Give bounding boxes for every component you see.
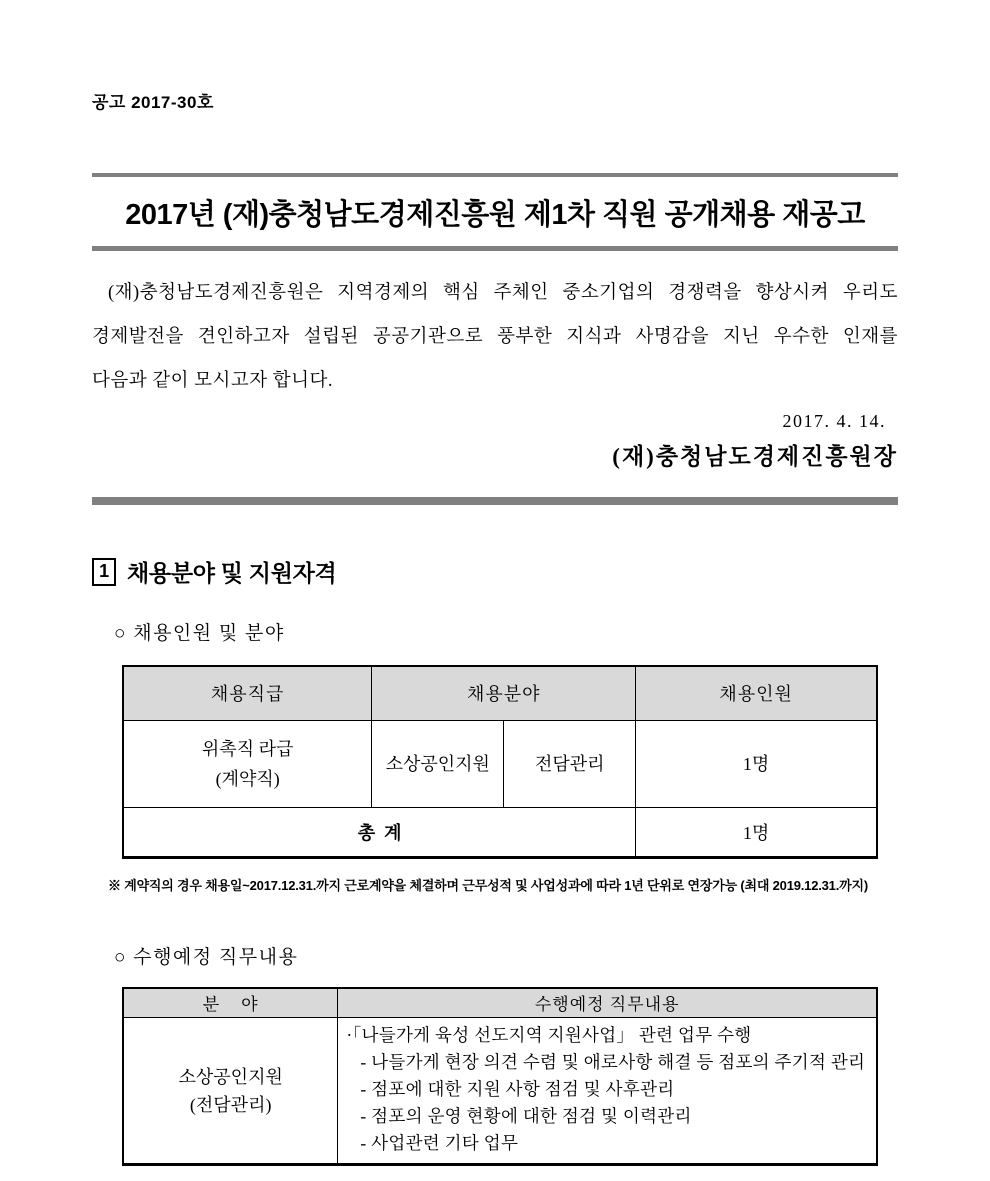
document-title: 2017년 (재)충청남도경제진흥원 제1차 직원 공개채용 재공고 [125, 199, 865, 231]
duty-line-sub: - 사업관련 기타 업무 [360, 1133, 519, 1153]
recruitment-table-total-row [123, 807, 877, 857]
title-rule-bottom [92, 246, 898, 251]
section1-heading [92, 555, 898, 588]
duty-line-sub: - 점포에 대한 지원 사항 점검 및 사후관리 [360, 1079, 675, 1099]
duty-field-line2: (전담관리) [189, 1094, 272, 1115]
duty-line-sub: - 나들가게 현장 의견 수렴 및 애로사항 해결 등 점포의 주기적 관리 [360, 1052, 866, 1072]
recruitment-table-header-row [123, 666, 877, 720]
intro-line-1: (재)충청남도경제진흥원은 지역경제의 핵심 주체인 중소기업의 경쟁력을 향상시켜 우리도 [108, 283, 898, 303]
cell-total-label: 총 계 [123, 807, 636, 857]
duties-table-row [123, 1018, 877, 1165]
header-duties: 수행예정 직무내용 [338, 988, 877, 1018]
signer-text: (재)충청남도경제진흥원장 [612, 444, 898, 469]
section-number-box: 1 [92, 558, 116, 586]
intro-line-2: 경제발전을 견인하고자 설립된 공공기관으로 풍부한 지식과 사명감을 지닌 우수한 인재를 [92, 327, 898, 347]
subsection-duties-label: ○ 수행예정 직무내용 [114, 946, 299, 968]
cell-duty-list [338, 1018, 877, 1165]
job-grade-line2: (계약직) [215, 768, 280, 789]
date-text: 2017. 4. 14. [782, 411, 886, 431]
duties-table [122, 987, 878, 1167]
duty-field-line1: 소상공인지원 [178, 1066, 283, 1087]
recruitment-table-row [123, 720, 877, 807]
duty-line-main: ·「나들가게 육성 선도지역 지원사업」 관련 업무 수행 [346, 1025, 752, 1045]
header-field: 분 야 [123, 988, 338, 1018]
section-heading-text: 채용분야 및 지원자격 [127, 560, 337, 586]
intro-line-3: 다음과 같이 모시고자 합니다. [92, 371, 333, 391]
section-divider [92, 497, 898, 505]
duty-line-sub: - 점포의 운영 현황에 대한 점검 및 이력관리 [360, 1106, 692, 1126]
cell-headcount: 1명 [636, 720, 877, 807]
cell-field-2: 전담관리 [504, 720, 636, 807]
footnote-text: ※ 계약직의 경우 채용일~2017.12.31.까지 근로계약을 체결하며 근무성적 및 사업성과에 따라 1년 단위로 연장가능 (최대 2019.12.31.까지) [108, 877, 868, 893]
header-headcount: 채용인원 [636, 666, 877, 720]
job-grade-line1: 위촉직 라급 [201, 738, 294, 759]
intro-paragraph [92, 271, 898, 403]
header-job-grade: 채용직급 [123, 666, 372, 720]
duties-table-header-row [123, 988, 877, 1018]
cell-total-headcount: 1명 [636, 807, 877, 857]
cell-duty-field [123, 1018, 338, 1165]
cell-job-grade [123, 720, 372, 807]
subsection-recruitment-label: ○ 채용인원 및 분야 [114, 623, 285, 644]
recruitment-table [122, 665, 878, 859]
cell-field-1: 소상공인지원 [372, 720, 504, 807]
notice-number: 공고 2017-30호 [92, 93, 214, 112]
header-recruit-field: 채용분야 [372, 666, 636, 720]
